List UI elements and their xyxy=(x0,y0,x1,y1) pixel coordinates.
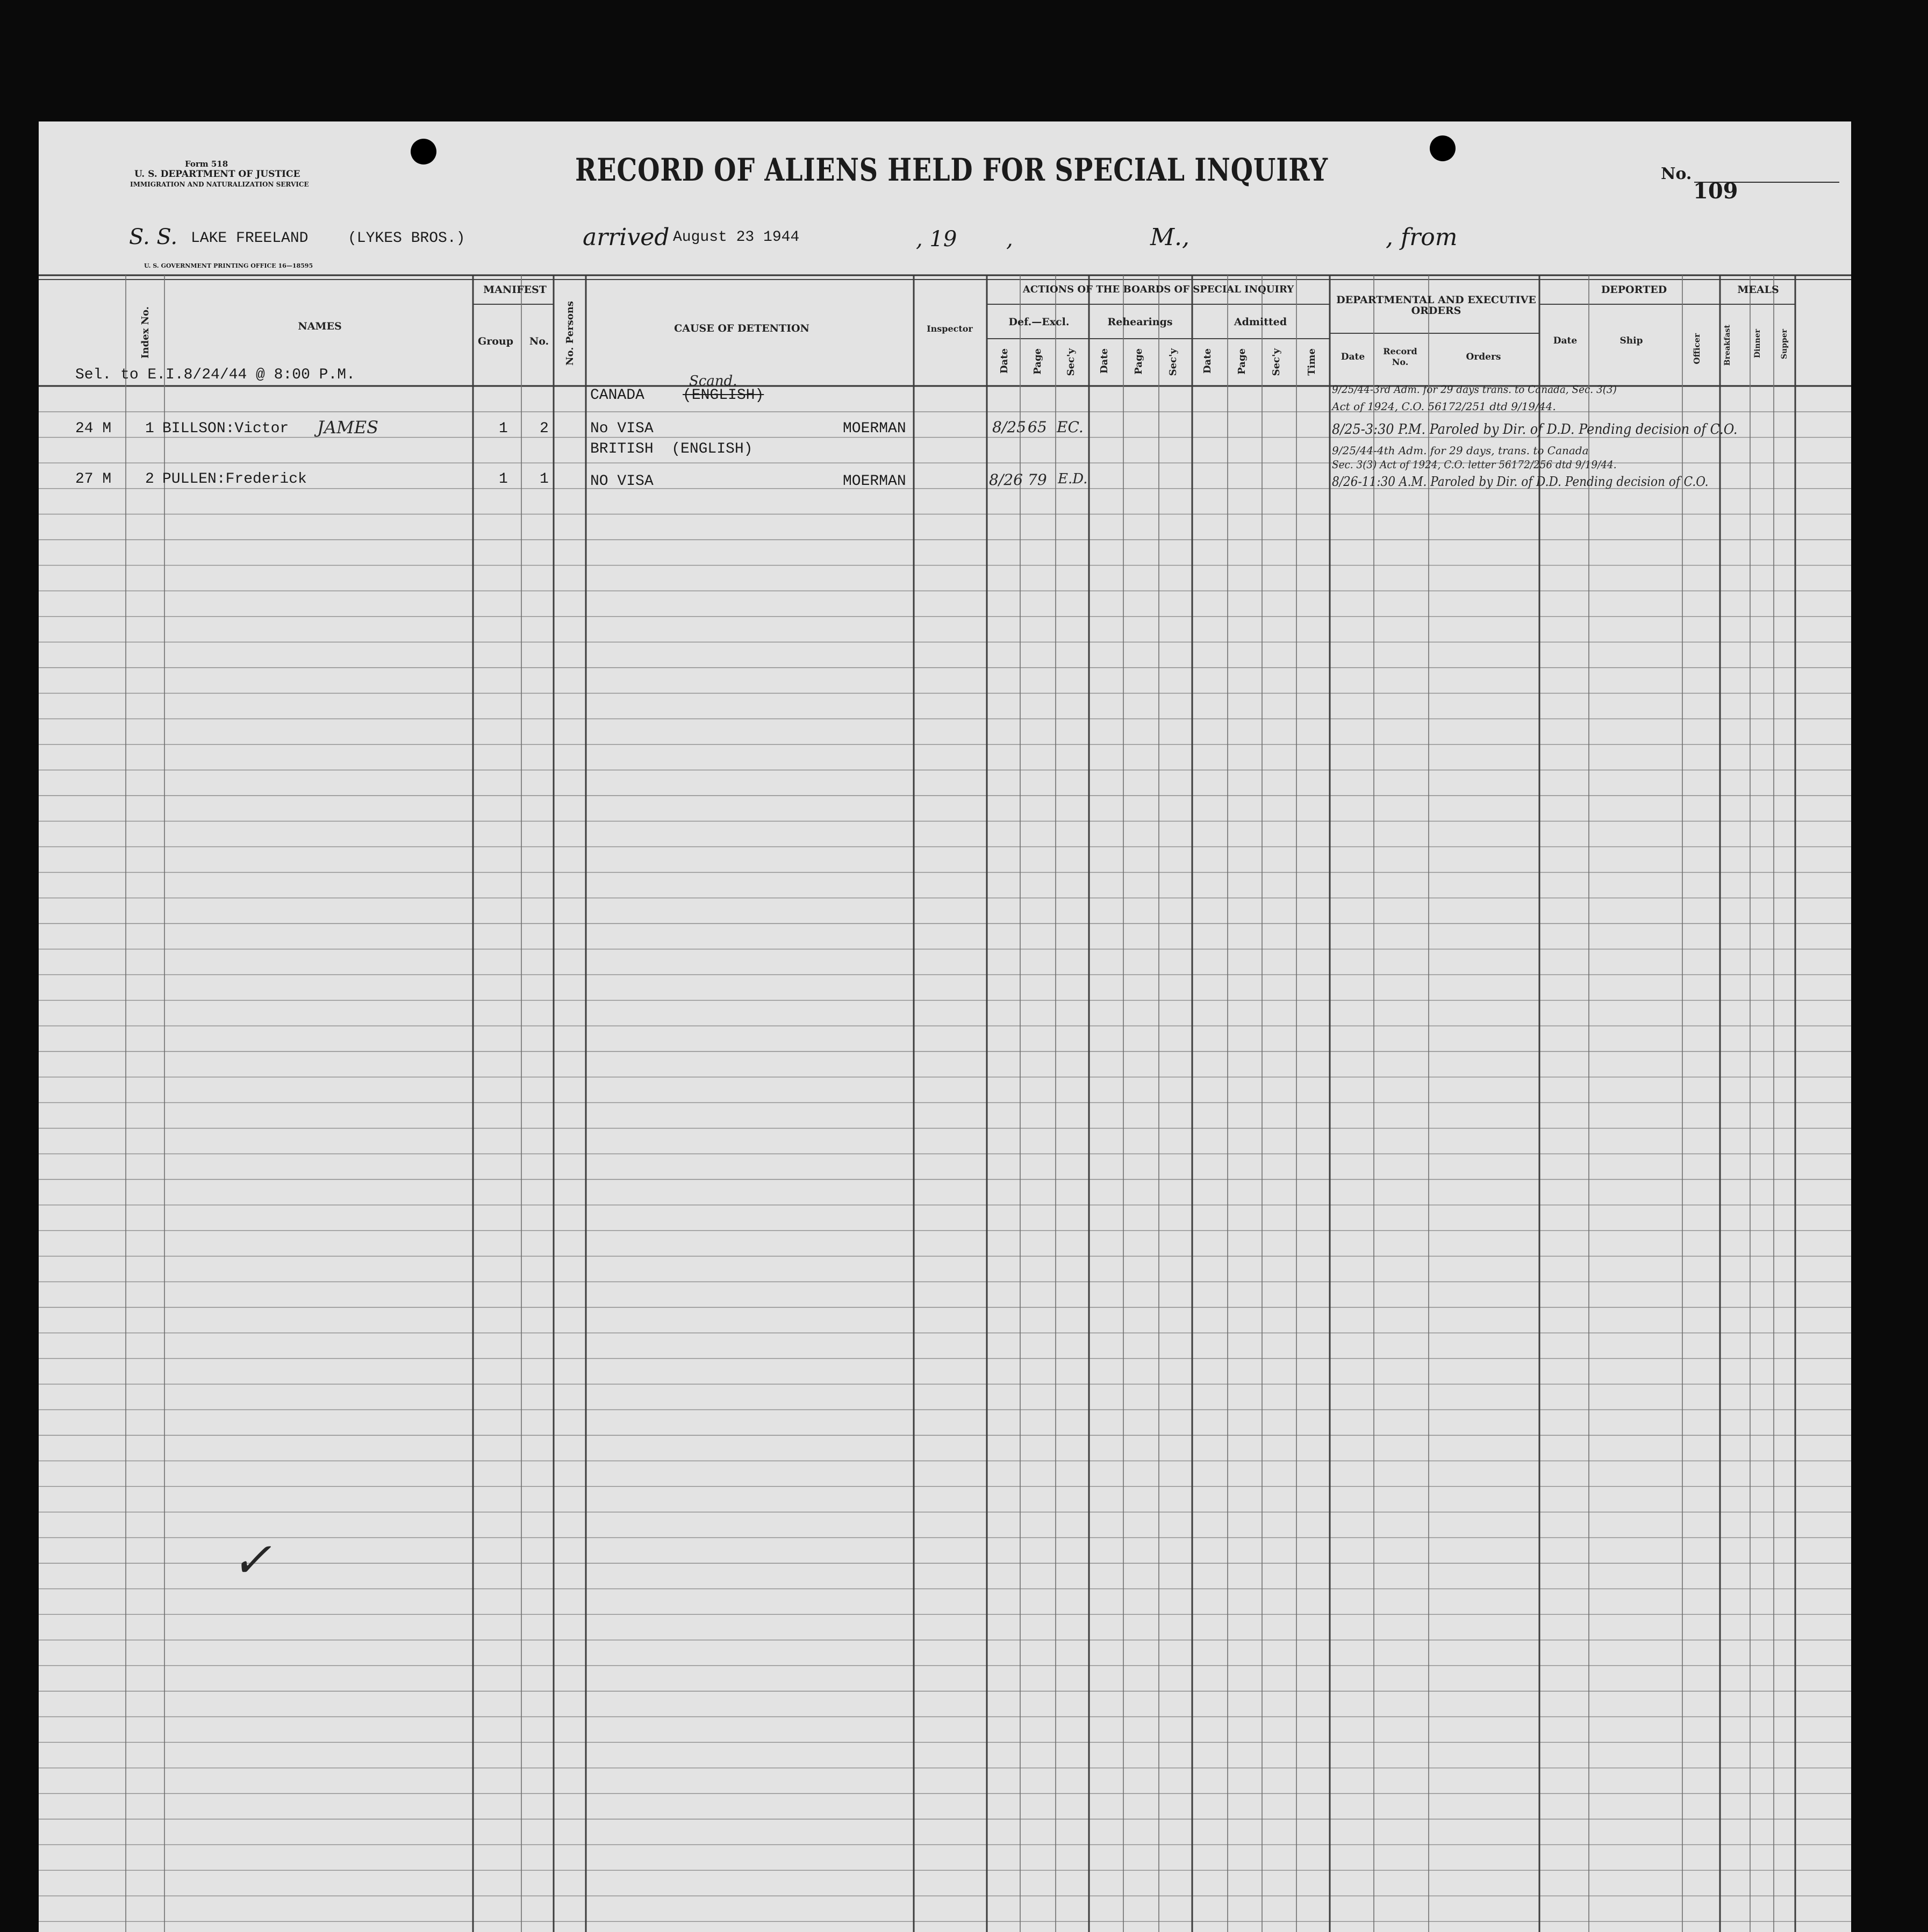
record-no-label: No. xyxy=(1661,164,1692,183)
dept-record-no-header: Record No. xyxy=(1383,346,1417,367)
adm-page-header: Page xyxy=(1236,348,1248,375)
page-title: RECORD OF ALIENS HELD FOR SPECIAL INQUIRY xyxy=(575,152,1328,188)
reh-secy-header: Sec'y xyxy=(1167,348,1179,376)
row1-name: BILLSON:Victor xyxy=(162,420,289,437)
row2-nationality: BRITISH (ENGLISH) xyxy=(590,441,753,457)
row1-name-hand: JAMES xyxy=(317,417,378,438)
ship-line: (LYKES BROS.) xyxy=(348,230,465,247)
names-header: NAMES xyxy=(298,320,342,332)
from-label: , from xyxy=(1386,224,1458,251)
row2-name: PULLEN:Frederick xyxy=(162,471,307,488)
arrived-date: August 23 1944 xyxy=(673,229,800,246)
arrived-label: arrived xyxy=(583,224,670,251)
row2-def-date: 8/26 xyxy=(989,471,1023,489)
def-date-header: Date xyxy=(999,348,1010,374)
comma-separator: , xyxy=(1006,227,1013,252)
def-excl-header: Def.—Excl. xyxy=(1008,316,1070,328)
check-mark: ✓ xyxy=(231,1532,272,1588)
rehearings-header: Rehearings xyxy=(1107,316,1173,328)
group-header: Group xyxy=(477,335,513,347)
supper-header: Supper xyxy=(1780,329,1789,360)
row2-def-page: 79 xyxy=(1028,471,1047,489)
row1-order-line2: Act of 1924, C.O. 56172/251 dtd 9/19/44. xyxy=(1332,400,1556,413)
ship-header: Ship xyxy=(1619,335,1643,346)
row1-order-line1: 9/25/44-3rd Adm. for 29 days trans. to Canada, Sec. 3(3) xyxy=(1332,383,1617,396)
form-number: Form 518 xyxy=(185,159,228,169)
row2-inspector: MOERMAN xyxy=(843,473,906,490)
reh-date-header: Date xyxy=(1099,348,1110,374)
adm-time-header: Time xyxy=(1306,348,1317,376)
orders-header: Orders xyxy=(1466,352,1501,362)
year-label: , 19 xyxy=(916,227,957,252)
adm-secy-header: Sec'y xyxy=(1271,348,1282,376)
boards-header: ACTIONS OF THE BOARDS OF SPECIAL INQUIRY xyxy=(1022,284,1294,295)
row1-index: 1 xyxy=(145,420,154,437)
row1-nationality: CANADA xyxy=(590,387,644,404)
record-no: 109 xyxy=(1693,178,1738,204)
deported-header: DEPORTED xyxy=(1601,284,1667,296)
row1-def-page: 65 xyxy=(1028,418,1047,436)
row1-inspector: MOERMAN xyxy=(843,420,906,437)
row1-group: 1 xyxy=(499,420,508,437)
manifest-no-header: No. xyxy=(529,335,549,347)
reh-page-header: Page xyxy=(1133,348,1144,375)
manifest-header: MANIFEST xyxy=(483,284,547,296)
sent-note: Sel. to E.I.8/24/44 @ 8:00 P.M. xyxy=(75,367,355,383)
service: IMMIGRATION AND NATURALIZATION SERVICE xyxy=(130,181,309,188)
dep-date-header: Date xyxy=(1553,335,1578,346)
officer-header: Officer xyxy=(1692,333,1702,364)
m-label: M., xyxy=(1150,224,1190,251)
row2-order-line2: Sec. 3(3) Act of 1924, C.O. letter 56172/256 dtd 9/19/44. xyxy=(1332,458,1617,471)
row2-order-line3: 8/26-11:30 A.M. Paroled by Dir. of D.D. Pending decision of C.O. xyxy=(1332,474,1709,489)
row1-order-line3: 8/25-3:30 P.M. Paroled by Dir. of D.D. Pending decision of C.O. xyxy=(1332,421,1738,438)
row1-nationality-struck: (ENGLISH) xyxy=(683,387,764,404)
dept-date-header: Date xyxy=(1341,352,1365,362)
no-persons-header: No. Persons xyxy=(564,301,576,366)
index-no-header: Index No. xyxy=(140,306,151,359)
row1-nationality-hand: Scand. xyxy=(689,373,737,389)
row1-cause: No VISA xyxy=(590,420,654,437)
meals-header: MEALS xyxy=(1737,284,1779,296)
row1-def-date: 8/25 xyxy=(992,418,1026,436)
departmental-header: DEPARTMENTAL AND EXECUTIVE ORDERS xyxy=(1336,294,1536,317)
dinner-header: Dinner xyxy=(1753,329,1762,359)
row2-cause: NO VISA xyxy=(590,473,654,490)
row2-index: 2 xyxy=(145,471,154,488)
row1-age-sex: 24 M xyxy=(75,420,112,437)
cause-header: CAUSE OF DETENTION xyxy=(674,323,809,334)
inspector-header: Inspector xyxy=(927,324,973,334)
row2-group: 1 xyxy=(499,471,508,488)
department: U. S. DEPARTMENT OF JUSTICE xyxy=(134,169,300,180)
def-page-header: Page xyxy=(1032,348,1043,375)
printing-office: U. S. GOVERNMENT PRINTING OFFICE 16—18595 xyxy=(144,262,313,269)
admitted-header: Admitted xyxy=(1234,316,1287,328)
row1-no: 2 xyxy=(540,420,549,437)
def-secy-header: Sec'y xyxy=(1065,348,1077,376)
ship-name: LAKE FREELAND xyxy=(191,230,309,247)
ship-prefix: S. S. xyxy=(129,225,178,249)
breakfast-header: Breakfast xyxy=(1723,325,1732,366)
row2-order-line1: 9/25/44-4th Adm. for 29 days, trans. to Canada xyxy=(1332,444,1589,457)
row1-def-secy: EC. xyxy=(1057,418,1084,436)
row2-def-secy: E.D. xyxy=(1058,471,1088,487)
adm-date-header: Date xyxy=(1202,348,1213,374)
row2-no: 1 xyxy=(540,471,549,488)
row2-age-sex: 27 M xyxy=(75,471,112,488)
